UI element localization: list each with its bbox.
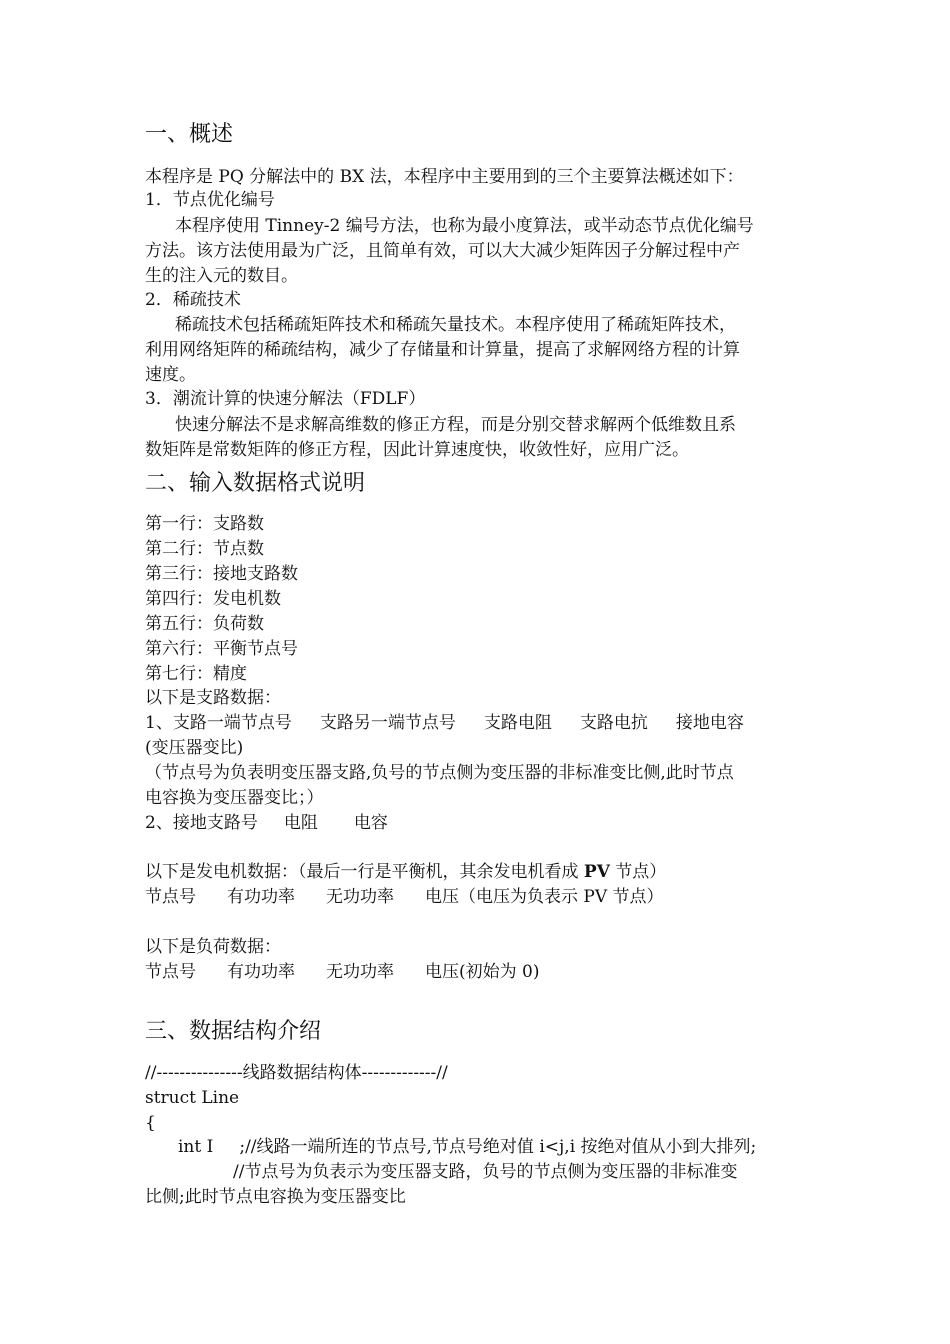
item2-line2: 利用网络矩阵的稀疏结构，减少了存储量和计算量，提高了求解网络方程的计算: [145, 340, 740, 360]
code-field-line: [178, 1137, 756, 1158]
generator-fields: [145, 887, 664, 908]
format-row-3: 第三行：接地支路数: [145, 564, 298, 584]
load-data-intro: 以下是负荷数据：: [145, 937, 281, 957]
generator-intro-bold: PV: [583, 862, 610, 882]
section-heading-input-format: 二、输入数据格式说明: [145, 471, 366, 496]
format-row-7: 第七行：精度: [145, 664, 247, 684]
ground-branch-fields: [145, 813, 388, 834]
format-row-2: 第二行：节点数: [145, 539, 264, 559]
gen-field-4: 电压（电压为负表示 PV 节点）: [425, 887, 664, 907]
gen-field-2: 有功功率: [227, 887, 295, 907]
overview-intro: 本程序是 PQ 分解法中的 BX 法，本程序中主要用到的三个主要算法概述如下：: [145, 167, 744, 187]
code-struct-declaration: struct Line: [145, 1088, 240, 1108]
format-row-1: 第一行：支路数: [145, 514, 264, 534]
load-fields: [145, 962, 539, 983]
format-row-6: 第六行：平衡节点号: [145, 639, 298, 659]
branch-note-line1: （节点号为负表明变压器支路,负号的节点侧为变压器的非标准变比侧,此时节点: [145, 763, 734, 783]
format-row-5: 第五行：负荷数: [145, 614, 264, 634]
branch-field-2: 支路另一端节点号: [319, 713, 456, 733]
code-field-comment2-line2: 比侧;此时节点电容换为变压器变比: [145, 1187, 406, 1207]
load-field-3: 无功功率: [326, 962, 394, 982]
branch-field-4: 支路电抗: [579, 713, 648, 733]
ground-field-1: 2、接地支路号: [145, 813, 258, 833]
item3-line1: 快速分解法不是求解高维数的修正方程，而是分别交替求解两个低维数且系: [175, 415, 736, 435]
load-field-2: 有功功率: [227, 962, 295, 982]
item1-title: 1．节点优化编号: [145, 190, 275, 210]
code-field-declaration: int I: [178, 1137, 214, 1157]
branch-fields: [145, 713, 744, 734]
generator-data-intro: [145, 862, 666, 883]
gen-field-3: 无功功率: [326, 887, 394, 907]
code-field-comment2-line1: //节点号为负表示为变压器支路，负号的节点侧为变压器的非标准变: [233, 1162, 738, 1182]
branch-note-line2: 电容换为变压器变比；）: [145, 788, 324, 808]
item1-line3: 生的注入元的数目。: [145, 266, 298, 286]
branch-field-continuation: (变压器变比): [145, 738, 244, 758]
code-open-brace: {: [145, 1113, 156, 1133]
generator-intro-text: 以下是发电机数据：（最后一行是平衡机，其余发电机看成: [145, 862, 584, 882]
code-comment-line-struct: //---------------线路数据结构体-------------//: [145, 1063, 448, 1083]
section-heading-data-structures: 三、数据结构介绍: [145, 1019, 322, 1044]
item3-title: 3．潮流计算的快速分解法（FDLF）: [145, 389, 426, 409]
section-heading-overview: 一、概述: [145, 122, 234, 147]
ground-field-2: 电阻: [283, 813, 318, 833]
branch-field-1: 1、支路一端节点号: [145, 713, 292, 733]
item2-title: 2．稀疏技术: [145, 290, 241, 310]
item1-line1: 本程序使用 Tinney-2 编号方法，也称为最小度算法，或半动态节点优化编号: [175, 216, 754, 236]
item3-line2: 数矩阵是常数矩阵的修正方程，因此计算速度快，收敛性好，应用广泛。: [145, 440, 689, 460]
item1-line2: 方法。该方法使用最为广泛，且简单有效，可以大大减少矩阵因子分解过程中产: [145, 241, 740, 261]
item2-line1: 稀疏技术包括稀疏矩阵技术和稀疏矢量技术。本程序使用了稀疏矩阵技术，: [175, 315, 736, 335]
branch-data-intro: 以下是支路数据：: [145, 688, 281, 708]
branch-field-5: 接地电容: [675, 713, 744, 733]
load-field-4: 电压(初始为 0): [425, 962, 540, 982]
code-field-comment: ;//线路一端所连的节点号,节点号绝对值 i<j,i 按绝对值从小到大排列;: [239, 1137, 757, 1157]
load-field-1: 节点号: [145, 962, 196, 982]
gen-field-1: 节点号: [145, 887, 196, 907]
branch-field-3: 支路电阻: [483, 713, 552, 733]
format-row-4: 第四行：发电机数: [145, 589, 281, 609]
generator-intro-tail: 节点）: [609, 862, 667, 882]
ground-field-3: 电容: [353, 813, 388, 833]
item2-line3: 速度。: [145, 365, 196, 385]
